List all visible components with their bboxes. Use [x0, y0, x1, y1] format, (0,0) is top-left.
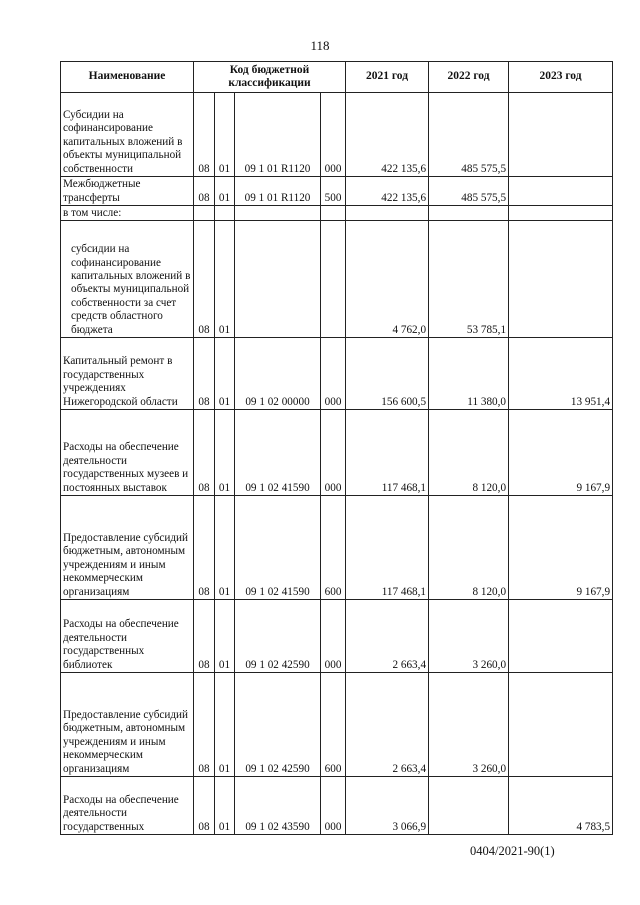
value-2021 [346, 206, 429, 221]
value-2022: 485 575,5 [429, 177, 509, 206]
code-type: 000 [321, 338, 346, 410]
code-type: 000 [321, 777, 346, 835]
table-row [61, 777, 613, 835]
code-subsection: 01 [215, 338, 235, 410]
row-name: Предоставление субсидий бюджетным, автономным учреждениям и иным некоммерческим организациям [61, 673, 194, 777]
value-2022: 3 260,0 [429, 673, 509, 777]
value-2022: 8 120,0 [429, 410, 509, 496]
code-target [235, 206, 321, 221]
header-2022: 2022 год [429, 62, 509, 93]
code-type [321, 221, 346, 338]
code-subsection: 01 [215, 496, 235, 600]
code-target: 09 1 02 00000 [235, 338, 321, 410]
code-type: 600 [321, 673, 346, 777]
code-subsection: 01 [215, 410, 235, 496]
value-2023 [509, 206, 613, 221]
code-subsection: 01 [215, 673, 235, 777]
code-type: 000 [321, 600, 346, 673]
code-type: 500 [321, 177, 346, 206]
table-row [61, 93, 613, 177]
header-name: Наименование [61, 62, 194, 93]
row-name: Предоставление субсидий бюджетным, автономным учреждениям и иным некоммерческим организациям [61, 496, 194, 600]
table-row [61, 410, 613, 496]
code-type: 000 [321, 93, 346, 177]
code-section: 08 [194, 600, 215, 673]
table-row [61, 496, 613, 600]
code-section: 08 [194, 338, 215, 410]
code-type [321, 206, 346, 221]
code-target: 09 1 02 41590 [235, 496, 321, 600]
code-subsection: 01 [215, 777, 235, 835]
value-2022: 53 785,1 [429, 221, 509, 338]
header-code: Код бюджетной классификации [194, 62, 346, 93]
document-code: 0404/2021-90(1) [470, 844, 555, 858]
code-target: 09 1 02 43590 [235, 777, 321, 835]
code-section: 08 [194, 496, 215, 600]
code-target: 09 1 02 41590 [235, 410, 321, 496]
header-2023: 2023 год [509, 62, 613, 93]
code-target: 09 1 01 R1120 [235, 93, 321, 177]
value-2022: 11 380,0 [429, 338, 509, 410]
row-name: субсидии на софинансирование капитальных вложений в объекты муниципальной собственности за счет средств областного бюджета [61, 221, 194, 338]
row-name: Межбюджетные трансферты [61, 177, 194, 206]
table-row [61, 206, 613, 221]
code-subsection: 01 [215, 221, 235, 338]
code-target [235, 221, 321, 338]
code-section: 08 [194, 410, 215, 496]
code-section: 08 [194, 673, 215, 777]
row-name: Капитальный ремонт в государственных учреждениях Нижегородской области [61, 338, 194, 410]
code-subsection [215, 206, 235, 221]
value-2021: 156 600,5 [346, 338, 429, 410]
value-2021: 2 663,4 [346, 600, 429, 673]
value-2023 [509, 93, 613, 177]
code-target: 09 1 01 R1120 [235, 177, 321, 206]
row-name: Расходы на обеспечение деятельности государственных библиотек [61, 600, 194, 673]
code-target: 09 1 02 42590 [235, 600, 321, 673]
code-section: 08 [194, 777, 215, 835]
page-number: 118 [310, 38, 330, 53]
value-2022: 485 575,5 [429, 93, 509, 177]
row-name: Расходы на обеспечение деятельности государственных [61, 777, 194, 835]
table-row [61, 600, 613, 673]
value-2021: 3 066,9 [346, 777, 429, 835]
table-row [61, 177, 613, 206]
value-2023: 4 783,5 [509, 777, 613, 835]
code-section: 08 [194, 93, 215, 177]
value-2023 [509, 221, 613, 338]
table-row [61, 338, 613, 410]
code-section: 08 [194, 221, 215, 338]
value-2023: 9 167,9 [509, 410, 613, 496]
value-2023: 13 951,4 [509, 338, 613, 410]
table-row [61, 221, 613, 338]
value-2021: 422 135,6 [346, 177, 429, 206]
value-2022 [429, 206, 509, 221]
table-row [61, 673, 613, 777]
code-section [194, 206, 215, 221]
value-2021: 4 762,0 [346, 221, 429, 338]
value-2021: 2 663,4 [346, 673, 429, 777]
code-subsection: 01 [215, 93, 235, 177]
code-subsection: 01 [215, 600, 235, 673]
row-name: Субсидии на софинансирование капитальных вложений в объекты муниципальной собственности [61, 93, 194, 177]
value-2023 [509, 177, 613, 206]
value-2022: 8 120,0 [429, 496, 509, 600]
row-name: Расходы на обеспечение деятельности государственных музеев и постоянных выставок [61, 410, 194, 496]
value-2023 [509, 600, 613, 673]
code-target: 09 1 02 42590 [235, 673, 321, 777]
code-section: 08 [194, 177, 215, 206]
value-2023: 9 167,9 [509, 496, 613, 600]
header-2021: 2021 год [346, 62, 429, 93]
code-subsection: 01 [215, 177, 235, 206]
code-type: 600 [321, 496, 346, 600]
budget-table [60, 61, 613, 835]
table-header-row [61, 62, 613, 93]
value-2021: 117 468,1 [346, 410, 429, 496]
row-name: в том числе: [61, 206, 194, 221]
value-2021: 422 135,6 [346, 93, 429, 177]
value-2021: 117 468,1 [346, 496, 429, 600]
value-2022: 3 260,0 [429, 600, 509, 673]
value-2022 [429, 777, 509, 835]
code-type: 000 [321, 410, 346, 496]
value-2023 [509, 673, 613, 777]
